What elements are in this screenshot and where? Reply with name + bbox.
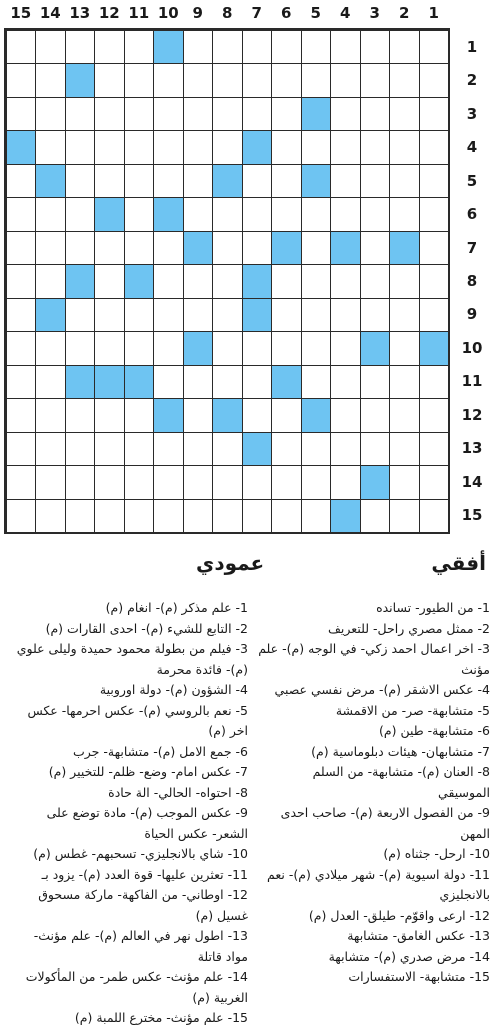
grid-cell[interactable] bbox=[212, 30, 242, 64]
grid-cell[interactable] bbox=[6, 398, 36, 432]
grid-cell[interactable] bbox=[360, 30, 390, 64]
blocked-cell bbox=[301, 164, 331, 198]
clue-across: 5- متشابهة- صر- من الاقمشة bbox=[335, 702, 490, 718]
grid-cell[interactable] bbox=[65, 97, 95, 131]
grid-cell[interactable] bbox=[153, 298, 183, 332]
clue-across: 6- متشابهة- طين (م) bbox=[379, 723, 490, 738]
grid-cell[interactable] bbox=[301, 197, 331, 231]
grid-cell[interactable] bbox=[419, 432, 449, 466]
row-number: 15 bbox=[461, 506, 483, 525]
grid-cell[interactable] bbox=[271, 97, 301, 131]
clue-down: 1- علم مذكر (م)- انغام (م) bbox=[105, 600, 248, 615]
grid-cell[interactable] bbox=[389, 331, 419, 365]
grid-cell[interactable] bbox=[94, 63, 124, 97]
grid-cell[interactable] bbox=[6, 30, 36, 64]
grid-cell[interactable] bbox=[419, 97, 449, 131]
clue-down: 13- اطول نهر في العالم (م)- علم مؤنث- مواد قاتلة bbox=[33, 928, 248, 964]
row-number: 9 bbox=[466, 305, 478, 324]
grid-cell[interactable] bbox=[153, 231, 183, 265]
grid-cell[interactable] bbox=[153, 499, 183, 533]
grid-cell[interactable] bbox=[183, 499, 213, 533]
blocked-cell bbox=[153, 398, 183, 432]
clue-across: 8- العنان (م)- متشابهة- من السلم الموسيقي bbox=[312, 764, 490, 800]
grid-cell[interactable] bbox=[330, 331, 360, 365]
grid-cell[interactable] bbox=[183, 264, 213, 298]
clue-down: 2- التابع للشيء (م)- احدى القارات (م) bbox=[45, 620, 248, 636]
row-number: 1 bbox=[466, 37, 478, 56]
grid-cell[interactable] bbox=[271, 30, 301, 64]
grid-cell[interactable] bbox=[389, 432, 419, 466]
grid-cell[interactable] bbox=[242, 63, 272, 97]
row-number: 13 bbox=[461, 439, 483, 458]
grid-cell[interactable] bbox=[389, 63, 419, 97]
clue-down: 12- اوطاني- من الفاكهة- ماركة مسحوق غسيل (م) bbox=[38, 887, 248, 923]
grid-cell[interactable] bbox=[301, 331, 331, 365]
blocked-cell bbox=[124, 365, 154, 399]
grid-cell[interactable] bbox=[35, 130, 65, 164]
grid-cell[interactable] bbox=[360, 264, 390, 298]
clue-down: 4- الشؤون (م)- دولة اوروبية bbox=[99, 682, 248, 697]
row-number: 4 bbox=[466, 138, 478, 157]
grid-cell[interactable] bbox=[153, 365, 183, 399]
grid-cell[interactable] bbox=[65, 130, 95, 164]
grid-cell[interactable] bbox=[94, 465, 124, 499]
grid-cell[interactable] bbox=[330, 465, 360, 499]
grid-cell[interactable] bbox=[183, 197, 213, 231]
grid-cell[interactable] bbox=[124, 298, 154, 332]
grid-cell[interactable] bbox=[271, 264, 301, 298]
blocked-cell bbox=[212, 398, 242, 432]
column-number: 4 bbox=[340, 4, 351, 22]
grid-cell[interactable] bbox=[6, 197, 36, 231]
grid-cell[interactable] bbox=[35, 197, 65, 231]
blocked-cell bbox=[360, 465, 390, 499]
grid-cell[interactable] bbox=[212, 432, 242, 466]
column-number: 11 bbox=[128, 4, 150, 22]
grid-cell[interactable] bbox=[212, 331, 242, 365]
grid-cell[interactable] bbox=[153, 130, 183, 164]
grid-cell[interactable] bbox=[419, 365, 449, 399]
grid-cell[interactable] bbox=[242, 164, 272, 198]
grid-cell[interactable] bbox=[419, 197, 449, 231]
blocked-cell bbox=[242, 130, 272, 164]
blocked-cell bbox=[242, 432, 272, 466]
grid-cell[interactable] bbox=[35, 30, 65, 64]
grid-cell[interactable] bbox=[6, 365, 36, 399]
grid-cell[interactable] bbox=[124, 331, 154, 365]
clues-down-list bbox=[8, 598, 248, 1029]
clue-down: 10- شاي بالانجليزي- تسحبهم- غطس (م) bbox=[33, 846, 248, 861]
blocked-cell bbox=[330, 499, 360, 533]
grid-cell[interactable] bbox=[271, 164, 301, 198]
grid-cell[interactable] bbox=[330, 432, 360, 466]
row-number: 10 bbox=[461, 338, 483, 357]
grid-cell[interactable] bbox=[389, 298, 419, 332]
grid-cell[interactable] bbox=[183, 97, 213, 131]
grid-cell[interactable] bbox=[65, 499, 95, 533]
column-number: 5 bbox=[310, 4, 321, 22]
grid-cell[interactable] bbox=[6, 63, 36, 97]
grid-cell[interactable] bbox=[301, 130, 331, 164]
blocked-cell bbox=[271, 365, 301, 399]
blocked-cell bbox=[242, 298, 272, 332]
grid-cell[interactable] bbox=[183, 298, 213, 332]
grid-cell[interactable] bbox=[35, 432, 65, 466]
blocked-cell bbox=[419, 331, 449, 365]
blocked-cell bbox=[360, 331, 390, 365]
blocked-cell bbox=[94, 365, 124, 399]
column-number: 14 bbox=[39, 4, 61, 22]
grid-cell[interactable] bbox=[389, 130, 419, 164]
grid-cell[interactable] bbox=[94, 97, 124, 131]
grid-cell[interactable] bbox=[212, 365, 242, 399]
grid-cell[interactable] bbox=[153, 63, 183, 97]
grid-cell[interactable] bbox=[212, 63, 242, 97]
grid-cell[interactable] bbox=[183, 465, 213, 499]
blocked-cell bbox=[242, 264, 272, 298]
grid-cell[interactable] bbox=[35, 331, 65, 365]
grid-cell[interactable] bbox=[6, 164, 36, 198]
grid-cell[interactable] bbox=[65, 164, 95, 198]
grid-cell[interactable] bbox=[389, 30, 419, 64]
grid-cell[interactable] bbox=[389, 197, 419, 231]
grid-cell[interactable] bbox=[419, 499, 449, 533]
column-number: 15 bbox=[10, 4, 32, 22]
grid-cell[interactable] bbox=[212, 97, 242, 131]
grid-cell[interactable] bbox=[360, 432, 390, 466]
grid-cell[interactable] bbox=[271, 432, 301, 466]
grid-cell[interactable] bbox=[242, 231, 272, 265]
grid-cell[interactable] bbox=[360, 398, 390, 432]
clue-across: 4- عكس الاشقر (م)- مرض نفسي عصبي bbox=[274, 682, 490, 697]
grid-cell[interactable] bbox=[271, 398, 301, 432]
grid-cell[interactable] bbox=[212, 465, 242, 499]
grid-cell[interactable] bbox=[301, 465, 331, 499]
grid-cell[interactable] bbox=[389, 97, 419, 131]
blocked-cell bbox=[153, 30, 183, 64]
clue-across: 1- من الطيور- تسانده bbox=[376, 600, 490, 615]
grid-cell[interactable] bbox=[271, 465, 301, 499]
blocked-cell bbox=[124, 264, 154, 298]
column-number: 10 bbox=[157, 4, 179, 22]
grid-cell[interactable] bbox=[124, 97, 154, 131]
grid-cell[interactable] bbox=[124, 130, 154, 164]
grid-cell[interactable] bbox=[124, 398, 154, 432]
grid-cell[interactable] bbox=[212, 231, 242, 265]
grid-cell[interactable] bbox=[242, 30, 272, 64]
grid-cell[interactable] bbox=[360, 499, 390, 533]
clues-across-list bbox=[258, 598, 490, 988]
grid-cell[interactable] bbox=[35, 365, 65, 399]
grid-cell[interactable] bbox=[360, 231, 390, 265]
grid-cell[interactable] bbox=[330, 63, 360, 97]
grid-cell[interactable] bbox=[419, 30, 449, 64]
grid-cell[interactable] bbox=[242, 365, 272, 399]
grid-cell[interactable] bbox=[389, 164, 419, 198]
blocked-cell bbox=[271, 231, 301, 265]
blocked-cell bbox=[94, 197, 124, 231]
crossword-grid bbox=[4, 28, 450, 534]
grid-cell[interactable] bbox=[183, 398, 213, 432]
grid-cell[interactable] bbox=[212, 298, 242, 332]
grid-cell[interactable] bbox=[389, 398, 419, 432]
grid-cell[interactable] bbox=[35, 465, 65, 499]
grid-cell[interactable] bbox=[35, 264, 65, 298]
blocked-cell bbox=[35, 164, 65, 198]
grid-cell[interactable] bbox=[301, 30, 331, 64]
column-number: 12 bbox=[98, 4, 120, 22]
grid-cell[interactable] bbox=[6, 231, 36, 265]
grid-cell[interactable] bbox=[6, 432, 36, 466]
clue-down: 3- فيلم من بطولة محمود حميدة وليلى علوي (م)- فائدة محرمة bbox=[16, 641, 248, 677]
column-number: 3 bbox=[369, 4, 380, 22]
column-number: 2 bbox=[399, 4, 410, 22]
grid-cell[interactable] bbox=[94, 298, 124, 332]
grid-cell[interactable] bbox=[183, 63, 213, 97]
row-number: 6 bbox=[466, 205, 478, 224]
grid-cell[interactable] bbox=[360, 63, 390, 97]
grid-cell[interactable] bbox=[301, 499, 331, 533]
grid-cell[interactable] bbox=[419, 298, 449, 332]
grid-cell[interactable] bbox=[271, 331, 301, 365]
grid-cell[interactable] bbox=[65, 197, 95, 231]
clue-down: 11- تعثرين عليها- قوة العدد (م)- يزود بـ bbox=[41, 866, 248, 882]
grid-cell[interactable] bbox=[389, 465, 419, 499]
grid-cell[interactable] bbox=[183, 130, 213, 164]
grid-cell[interactable] bbox=[6, 97, 36, 131]
grid-cell[interactable] bbox=[35, 231, 65, 265]
row-number: 7 bbox=[466, 238, 478, 257]
grid-cell[interactable] bbox=[242, 331, 272, 365]
column-number: 9 bbox=[192, 4, 203, 22]
grid-cell[interactable] bbox=[301, 231, 331, 265]
grid-cell[interactable] bbox=[124, 465, 154, 499]
clue-across: 2- ممثل مصري راحل- للتعريف bbox=[327, 620, 490, 636]
grid-cell[interactable] bbox=[35, 63, 65, 97]
grid-cell[interactable] bbox=[271, 130, 301, 164]
grid-cell[interactable] bbox=[360, 130, 390, 164]
grid-cell[interactable] bbox=[153, 97, 183, 131]
column-number: 6 bbox=[281, 4, 292, 22]
row-number: 2 bbox=[466, 71, 478, 90]
row-number: 11 bbox=[461, 372, 483, 391]
grid-cell[interactable] bbox=[360, 97, 390, 131]
clue-across: 10- ارحل- جثناه (م) bbox=[383, 846, 490, 861]
row-number: 14 bbox=[461, 472, 483, 491]
blocked-cell bbox=[153, 197, 183, 231]
grid-cell[interactable] bbox=[242, 197, 272, 231]
grid-cell[interactable] bbox=[242, 97, 272, 131]
clue-across: 15- متشابهة- الاستفسارات bbox=[348, 969, 490, 984]
clue-down: 15- علم مؤنث- مخترع اللمبة (م) bbox=[74, 1010, 248, 1025]
grid-cell[interactable] bbox=[6, 298, 36, 332]
grid-cell[interactable] bbox=[153, 465, 183, 499]
grid-cell[interactable] bbox=[212, 264, 242, 298]
grid-cell[interactable] bbox=[419, 130, 449, 164]
grid-cell[interactable] bbox=[330, 298, 360, 332]
grid-cell[interactable] bbox=[124, 30, 154, 64]
grid-cell[interactable] bbox=[183, 365, 213, 399]
clue-down: 14- علم مؤنث- عكس طمر- من المأكولات الغربية (م) bbox=[25, 969, 248, 1005]
grid-cell[interactable] bbox=[419, 164, 449, 198]
grid-cell[interactable] bbox=[271, 499, 301, 533]
row-number: 3 bbox=[466, 104, 478, 123]
grid-cell[interactable] bbox=[124, 164, 154, 198]
grid-cell[interactable] bbox=[389, 499, 419, 533]
blocked-cell bbox=[65, 365, 95, 399]
grid-cell[interactable] bbox=[183, 164, 213, 198]
clue-down: 8- احتواه- الحالي- الة حادة bbox=[108, 784, 248, 800]
grid-cell[interactable] bbox=[389, 264, 419, 298]
clue-down: 6- جمع الامل (م)- متشابهة- جرب bbox=[73, 743, 248, 759]
grid-cell[interactable] bbox=[330, 398, 360, 432]
grid-cell[interactable] bbox=[360, 164, 390, 198]
grid-cell[interactable] bbox=[94, 231, 124, 265]
grid-cell[interactable] bbox=[94, 164, 124, 198]
grid-cell[interactable] bbox=[419, 465, 449, 499]
column-number: 1 bbox=[428, 4, 439, 22]
grid-cell[interactable] bbox=[330, 30, 360, 64]
row-number: 8 bbox=[466, 272, 478, 290]
heading-down: عمودي bbox=[196, 551, 265, 575]
grid-cell[interactable] bbox=[419, 231, 449, 265]
clue-across: 3- اخر اعمال احمد زكي- في الوجه (م)- علم مؤنث bbox=[258, 641, 490, 677]
clue-down: 9- عكس الموجب (م)- مادة توضع على الشعر- عكس الحياة bbox=[46, 805, 248, 841]
grid-cell[interactable] bbox=[212, 499, 242, 533]
grid-cell[interactable] bbox=[94, 398, 124, 432]
grid-cell[interactable] bbox=[124, 499, 154, 533]
blocked-cell bbox=[389, 231, 419, 265]
grid-cell[interactable] bbox=[212, 197, 242, 231]
grid-cell[interactable] bbox=[360, 298, 390, 332]
grid-cell[interactable] bbox=[124, 231, 154, 265]
blocked-cell bbox=[301, 97, 331, 131]
grid-cell[interactable] bbox=[65, 30, 95, 64]
grid-cell[interactable] bbox=[419, 398, 449, 432]
grid-cell[interactable] bbox=[301, 432, 331, 466]
row-number: 5 bbox=[466, 171, 478, 190]
blocked-cell bbox=[35, 298, 65, 332]
blocked-cell bbox=[65, 264, 95, 298]
grid-cell[interactable] bbox=[330, 164, 360, 198]
grid-cell[interactable] bbox=[183, 432, 213, 466]
grid-cell[interactable] bbox=[212, 130, 242, 164]
grid-cell[interactable] bbox=[124, 63, 154, 97]
grid-cell[interactable] bbox=[94, 130, 124, 164]
grid-cell[interactable] bbox=[6, 499, 36, 533]
grid-cell[interactable] bbox=[301, 264, 331, 298]
grid-cell[interactable] bbox=[242, 398, 272, 432]
grid-cell[interactable] bbox=[94, 264, 124, 298]
clue-down: 7- عكس امام- وضع- ظلم- للتخيير (م) bbox=[48, 764, 248, 779]
grid-cell[interactable] bbox=[153, 331, 183, 365]
grid-cell[interactable] bbox=[330, 130, 360, 164]
grid-cell[interactable] bbox=[271, 298, 301, 332]
clue-across: 7- متشابهان- هيئات دبلوماسية (م) bbox=[311, 743, 490, 759]
grid-cell[interactable] bbox=[301, 63, 331, 97]
grid-cell[interactable] bbox=[65, 331, 95, 365]
grid-cell[interactable] bbox=[360, 365, 390, 399]
grid-cell[interactable] bbox=[35, 398, 65, 432]
grid-cell[interactable] bbox=[242, 499, 272, 533]
grid-cell[interactable] bbox=[65, 231, 95, 265]
blocked-cell bbox=[212, 164, 242, 198]
grid-cell[interactable] bbox=[94, 499, 124, 533]
grid-cell[interactable] bbox=[330, 97, 360, 131]
grid-cell[interactable] bbox=[301, 298, 331, 332]
blocked-cell bbox=[183, 231, 213, 265]
clue-down: 5- نعم بالروسي (م)- عكس احرمها- عكس اخر (م) bbox=[27, 702, 248, 738]
clue-across: 11- دولة اسيوية (م)- شهر ميلادي (م)- نعم بالانجليزي bbox=[267, 866, 490, 902]
clue-across: 12- ارعى واقوّم- طيلق- العدل (م) bbox=[308, 907, 490, 923]
grid-cell[interactable] bbox=[271, 63, 301, 97]
clue-across: 9- من الفصول الاربعة (م)- صاحب احدى المهن bbox=[280, 805, 490, 841]
grid-cell[interactable] bbox=[330, 264, 360, 298]
grid-cell[interactable] bbox=[124, 197, 154, 231]
grid-cell[interactable] bbox=[94, 331, 124, 365]
grid-cell[interactable] bbox=[124, 432, 154, 466]
grid-cell[interactable] bbox=[242, 465, 272, 499]
grid-cell[interactable] bbox=[94, 432, 124, 466]
grid-cell[interactable] bbox=[35, 499, 65, 533]
grid-cell[interactable] bbox=[65, 432, 95, 466]
grid-cell[interactable] bbox=[65, 298, 95, 332]
column-number: 13 bbox=[69, 4, 91, 22]
grid-cell[interactable] bbox=[419, 63, 449, 97]
grid-cell[interactable] bbox=[330, 365, 360, 399]
grid-cell[interactable] bbox=[94, 30, 124, 64]
grid-cell[interactable] bbox=[271, 197, 301, 231]
blocked-cell bbox=[183, 331, 213, 365]
grid-cell[interactable] bbox=[419, 264, 449, 298]
grid-cell[interactable] bbox=[6, 264, 36, 298]
blocked-cell bbox=[301, 398, 331, 432]
grid-cell[interactable] bbox=[153, 264, 183, 298]
blocked-cell bbox=[65, 63, 95, 97]
grid-cell[interactable] bbox=[389, 365, 419, 399]
grid-cell[interactable] bbox=[65, 465, 95, 499]
blocked-cell bbox=[6, 130, 36, 164]
row-number: 12 bbox=[461, 405, 483, 424]
grid-cell[interactable] bbox=[183, 30, 213, 64]
grid-cell[interactable] bbox=[6, 465, 36, 499]
clue-across: 13- عكس الغامق- متشابهة bbox=[347, 928, 490, 943]
column-number: 7 bbox=[251, 4, 262, 22]
grid-cell[interactable] bbox=[35, 97, 65, 131]
grid-cell[interactable] bbox=[153, 432, 183, 466]
column-number: 8 bbox=[222, 4, 233, 22]
clue-across: 14- مرض صدري (م)- متشابهة bbox=[328, 948, 490, 964]
blocked-cell bbox=[330, 231, 360, 265]
heading-across: أفقي bbox=[431, 551, 486, 575]
grid-cell[interactable] bbox=[65, 398, 95, 432]
grid-cell[interactable] bbox=[360, 197, 390, 231]
grid-cell[interactable] bbox=[6, 331, 36, 365]
grid-cell[interactable] bbox=[330, 197, 360, 231]
grid-cell[interactable] bbox=[153, 164, 183, 198]
grid-cell[interactable] bbox=[301, 365, 331, 399]
